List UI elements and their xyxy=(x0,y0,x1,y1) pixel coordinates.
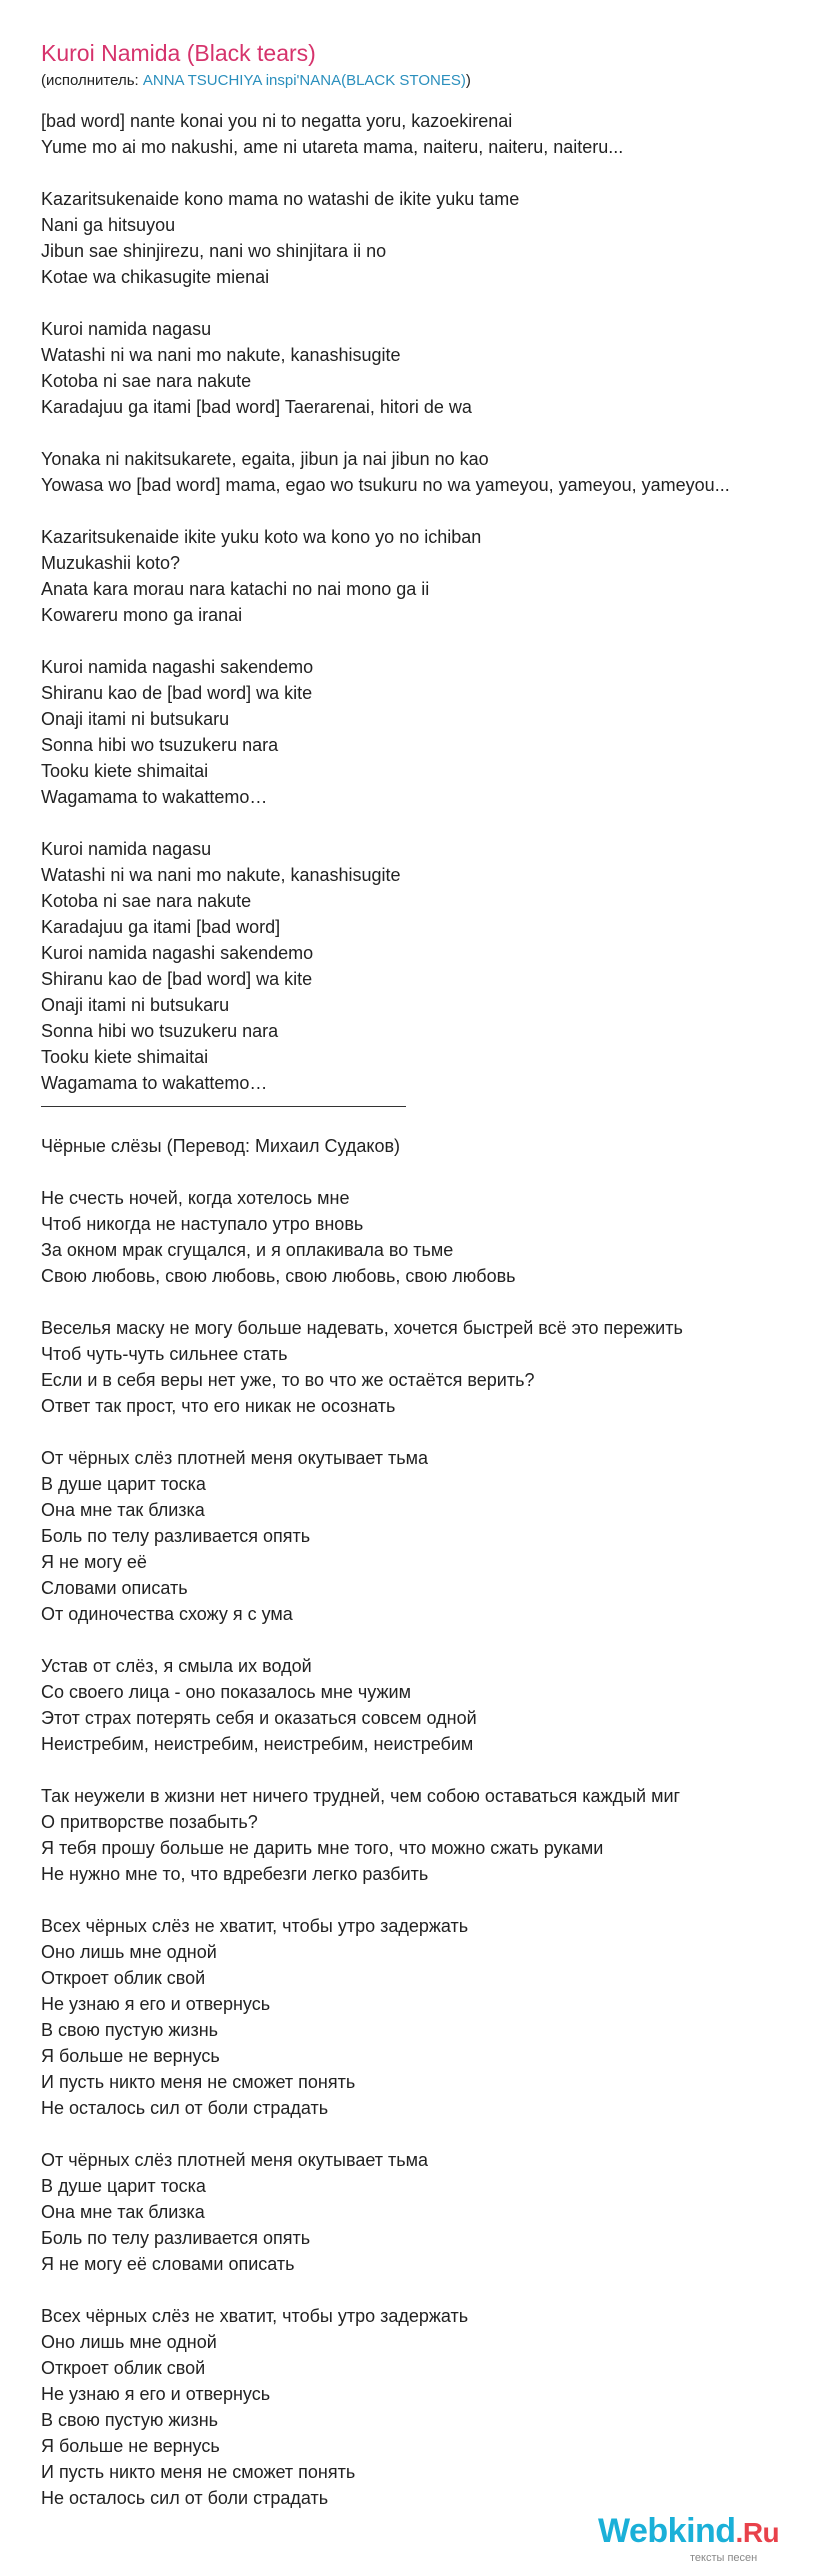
lyric-line: Я не могу её xyxy=(41,1552,147,1572)
lyric-line: Wagamama to wakattemo… xyxy=(41,787,268,807)
lyric-line: Nani ga hitsuyou xyxy=(41,215,176,235)
lyric-line: Tooku kiete shimaitai xyxy=(41,1047,209,1067)
byline-prefix: (исполнитель: xyxy=(41,72,143,89)
lyric-line: Я тебя прошу больше не дарить мне того, что можно сжать руками xyxy=(41,1838,604,1858)
lyric-line: Не нужно мне то, что вдребезги легко разбить xyxy=(41,1864,429,1884)
divider xyxy=(41,1106,406,1107)
lyric-line: Со своего лица - оно показалось мне чужим xyxy=(41,1682,411,1702)
lyric-line: О притворстве позабыть? xyxy=(41,1812,258,1832)
lyric-line: Чтоб никогда не наступало утро вновь xyxy=(41,1214,364,1234)
lyrics-body xyxy=(41,108,811,2511)
lyric-line: Боль по телу разливается опять xyxy=(41,1526,311,1546)
lyric-line: Tooku kiete shimaitai xyxy=(41,761,209,781)
lyric-line: Веселья маску не могу больше надевать, хочется быстрей всё это пережить xyxy=(41,1318,683,1338)
logo-main-text: Webkind xyxy=(598,2512,736,2550)
lyric-line: Боль по телу разливается опять xyxy=(41,2228,311,2248)
lyric-line: Karadajuu ga itami [bad word] xyxy=(41,917,281,937)
lyric-line: Anata kara morau nara katachi no nai mono ga ii xyxy=(41,579,430,599)
translation-lyrics xyxy=(41,1185,811,2511)
lyric-line: От чёрных слёз плотней меня окутывает тьма xyxy=(41,1448,428,1468)
lyric-line: Kowareru mono ga iranai xyxy=(41,605,243,625)
lyric-line: Kuroi namida nagashi sakendemo xyxy=(41,943,314,963)
lyric-line: Kotae wa chikasugite mienai xyxy=(41,267,270,287)
lyric-line: От одиночества схожу я с ума xyxy=(41,1604,293,1624)
lyric-line: [bad word] nante konai you ni to negatta yoru, kazoekirenai xyxy=(41,111,513,131)
lyric-line: Wagamama to wakattemo… xyxy=(41,1073,268,1093)
lyric-line: Свою любовь, свою любовь, свою любовь, свою любовь xyxy=(41,1266,516,1286)
site-logo[interactable] xyxy=(598,2512,798,2562)
lyric-line: Watashi ni wa nani mo nakute, kanashisugite xyxy=(41,345,401,365)
lyric-line: Kotoba ni sae nara nakute xyxy=(41,891,252,911)
translation-title: Чёрные слёзы (Перевод: Михаил Судаков) xyxy=(41,1136,401,1156)
lyric-line: Чтоб чуть-чуть сильнее стать xyxy=(41,1344,288,1364)
lyric-line: Если и в себя веры нет уже, то во что же остаётся верить? xyxy=(41,1370,535,1390)
lyric-line: Оно лишь мне одной xyxy=(41,1942,217,1962)
lyric-line: Muzukashii koto? xyxy=(41,553,181,573)
lyric-line: Всех чёрных слёз не хватит, чтобы утро задержать xyxy=(41,2306,469,2326)
lyric-line: Kazaritsukenaide kono mama no watashi de ikite yuku tame xyxy=(41,189,520,209)
lyric-line: В душе царит тоска xyxy=(41,2176,206,2196)
lyric-line: Sonna hibi wo tsuzukeru nara xyxy=(41,735,279,755)
lyric-line: Kuroi namida nagasu xyxy=(41,839,212,859)
lyric-line: Kazaritsukenaide ikite yuku koto wa kono yo no ichiban xyxy=(41,527,482,547)
byline-suffix: ) xyxy=(465,72,471,89)
original-lyrics xyxy=(41,108,811,1096)
lyric-line: Karadajuu ga itami [bad word] Taerarenai, hitori de wa xyxy=(41,397,472,417)
lyric-line: Так неужели в жизни нет ничего трудней, чем собою оставаться каждый миг xyxy=(41,1786,681,1806)
lyric-line: Onaji itami ni butsukaru xyxy=(41,709,230,729)
artist-link[interactable]: ANNA TSUCHIYA inspi'NANA(BLACK STONES) xyxy=(142,72,466,89)
lyric-line: Не счесть ночей, когда хотелось мне xyxy=(41,1188,350,1208)
lyric-line: Этот страх потерять себя и оказаться совсем одной xyxy=(41,1708,477,1728)
lyric-line: И пусть никто меня не сможет понять xyxy=(41,2072,356,2092)
song-title: Kuroi Namida (Black tears) xyxy=(41,40,316,66)
lyric-line: Неистребим, неистребим, неистребим, неистребим xyxy=(41,1734,474,1754)
lyric-line: Всех чёрных слёз не хватит, чтобы утро задержать xyxy=(41,1916,469,1936)
lyric-line: Yume mo ai mo nakushi, ame ni utareta mama, naiteru, naiteru, naiteru... xyxy=(41,137,624,157)
lyric-line: Kuroi namida nagasu xyxy=(41,319,212,339)
lyric-line: Kotoba ni sae nara nakute xyxy=(41,371,252,391)
lyric-line: В душе царит тоска xyxy=(41,1474,206,1494)
lyric-line: Shiranu kao de [bad word] wa kite xyxy=(41,683,313,703)
lyric-line: Я больше не вернусь xyxy=(41,2436,220,2456)
lyric-line: За окном мрак сгущался, и я оплакивала во тьме xyxy=(41,1240,454,1260)
lyric-line: Yonaka ni nakitsukarete, egaita, jibun ja nai jibun no kao xyxy=(41,449,489,469)
logo-tagline: тексты песен xyxy=(690,2552,758,2564)
lyric-line: Sonna hibi wo tsuzukeru nara xyxy=(41,1021,279,1041)
lyric-line: Kuroi namida nagashi sakendemo xyxy=(41,657,314,677)
artist-byline xyxy=(41,72,471,89)
lyric-line: Устав от слёз, я смыла их водой xyxy=(41,1656,312,1676)
lyric-line: Словами описать xyxy=(41,1578,188,1598)
lyric-line: Она мне так близка xyxy=(41,1500,205,1520)
lyric-line: Ответ так прост, что его никак не осознать xyxy=(41,1396,396,1416)
lyric-line: В свою пустую жизнь xyxy=(41,2410,219,2430)
lyric-line: Jibun sae shinjirezu, nani wo shinjitara ii no xyxy=(41,241,387,261)
lyric-line: Я не могу её словами описать xyxy=(41,2254,295,2274)
logo-tld: .Ru xyxy=(735,2517,780,2548)
lyric-line: В свою пустую жизнь xyxy=(41,2020,219,2040)
lyric-line: И пусть никто меня не сможет понять xyxy=(41,2462,356,2482)
lyric-line: Откроет облик свой xyxy=(41,1968,206,1988)
lyric-line: Она мне так близка xyxy=(41,2202,205,2222)
lyric-line: Откроет облик свой xyxy=(41,2358,206,2378)
lyric-line: Я больше не вернусь xyxy=(41,2046,220,2066)
lyric-line: Shiranu kao de [bad word] wa kite xyxy=(41,969,313,989)
lyric-line: Не осталось сил от боли страдать xyxy=(41,2098,329,2118)
lyric-line: Watashi ni wa nani mo nakute, kanashisugite xyxy=(41,865,401,885)
lyric-line: Onaji itami ni butsukaru xyxy=(41,995,230,1015)
lyric-line: Yowasa wo [bad word] mama, egao wo tsukuru no wa yameyou, yameyou, yameyou... xyxy=(41,475,730,495)
lyric-line: Оно лишь мне одной xyxy=(41,2332,217,2352)
lyric-line: От чёрных слёз плотней меня окутывает тьма xyxy=(41,2150,428,2170)
lyric-line: Не узнаю я его и отвернусь xyxy=(41,2384,271,2404)
lyric-line: Не узнаю я его и отвернусь xyxy=(41,1994,271,2014)
lyric-line: Не осталось сил от боли страдать xyxy=(41,2488,329,2508)
